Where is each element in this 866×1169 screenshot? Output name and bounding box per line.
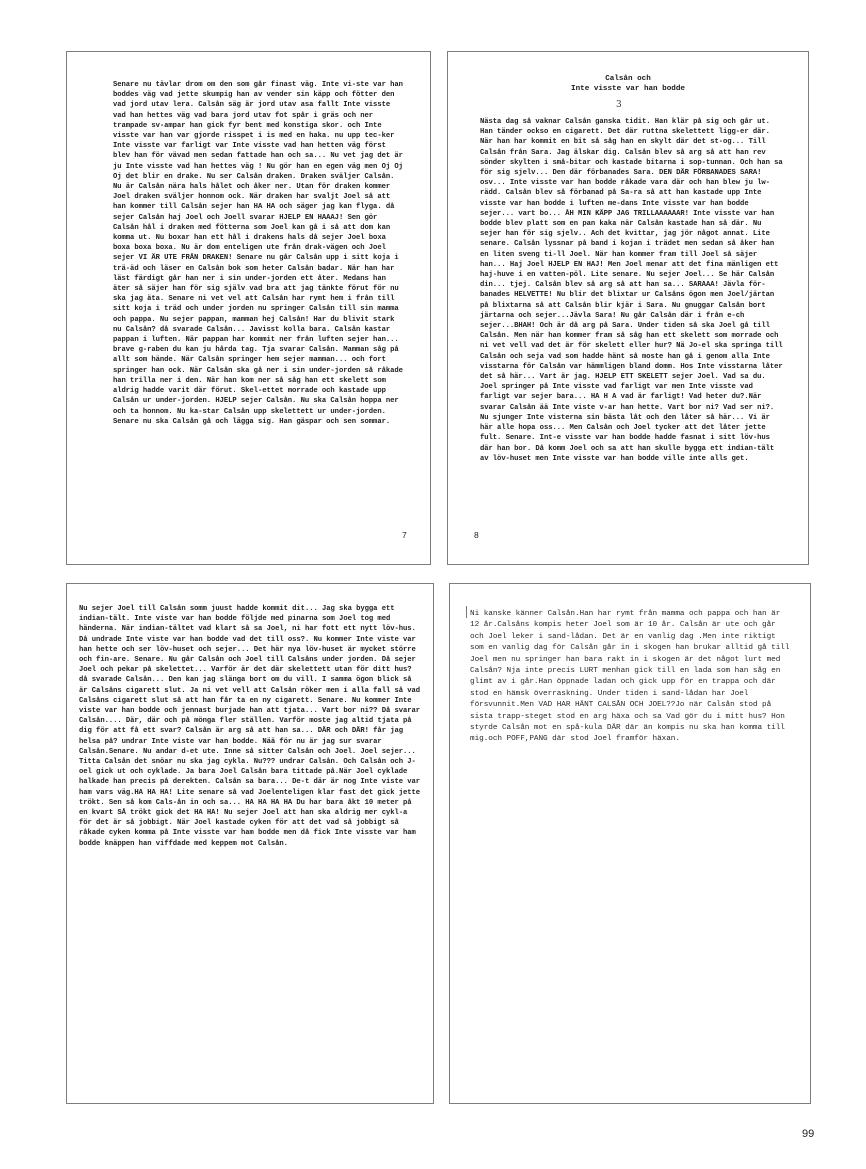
scanned-page-continuation: [66, 583, 434, 1104]
page-8-number: 8: [474, 530, 479, 540]
story-title-line1: Calsån och: [605, 75, 651, 83]
scanned-page-8: [447, 51, 809, 565]
scanned-page-7: [66, 51, 431, 565]
page-4-text: Ni kanske känner Calsån.Han har rymt från mamma och pappa och han är 12 år.Calsåns kompis heter Joel som är 10 år. Calsån är ute och går och Joel leker i sand-lådan. Det är en vanlig dag .Men inte riktigt som en vanlig dag för Calsån går in i skogen han brukar alltid gå till Joel men nu springer han bara rakt in i skogen är det något lurt med Calsån? Nja inte precis LURT menhan gick till en lada som han såg en glimt av i går.Han öppnade ladan och gick upp för en trappa och där stod en hämsk överraskning. Under tiden i sand-lådan har Joel försvunnit.Men VAD HAR HÄNT CALSÅN OCH JOEL??Jo när Calsån stod på sista trapp-steget stod en arg häxa och sa Vad gör du i mitt hus? Hon styrde Calsån mot en spå-kula DÄR där än kompis nu ska han komma till mig.och POFF,PANG där stod Joel framför häxan.: [470, 610, 795, 744]
handwritten-chapter-number: 3: [616, 100, 622, 110]
page-8-text: Nästa dag så vaknar Calsån ganska tidit. Han klär på sig och går ut. Han tänder ockso en cigarett. Det där ruttna skelettett ligg-er där. När han har kommit en bit så såg han en skylt där det st-og... Till Calsån från Sara. Jag älskar dig. Calsån blev så arg så att han rev sönder skylten i små-bitar och kastade bitarna i sop-tunnan. Och han sa för sig sjelv... Den där förbanades Sara. DEN DÄR FÖRBANADES SARA! osv... Inte visste var han bodde råkade vara där och han blew ju lw-rädd. Calsån blev så förbanad på Sa-ra så att han kastade upp Inte visste var han bodde i luften me-dans Inte visste var han bodde sejer... vart bo... ÅH MIN KÄPP JAG TRILLAAAAAAR! Inte visste var han bodde blev platt som en pan kaka när Calsån kastade han så där. Nu sejer han för sig sjelv.. Ach det kvittar, jag jör något annat. Lite senare. Calsån lyssnar på band i kojan i trädet men sedan så åker han en liten sveng ti-ll Joel. När han kommer fram till Joel så säjer han... Haj Joel HJELP EN HAJ! Men Joel menar att det fina mänligen ett haj-huve i en vatten-pöl. Lite senare. Nu sejer Joel... Se här Calsån din... tjej. Calsån blev så arg så att han sa... SARAAA! Jävla för-banades HELVETTE! Nu blir det blixtar ur Calsåns ögon men Joel/järtan på blixtarna så att Calsån blir kjär i Sara. Nu gnuggar Calsån bort järtarna och sejer...Jävla Sara! Nu går Calsån där i från e-ch sejer...BHAH! Och är då arg på Sara. Under tiden så ska Joel gå till Calsån. Men när han kommer fram så såg han ett skelett som morrade och ni vet vell vad det är för skelett eller hur? Nä Jo-el ska springa till Calsån och seja vad som hadde hänt så moste han gå i genom alla Inte visstarna för Calsån var hämmligen bland domm. Hos Inte visstarna låter det så här... Vart är jag. HJELP ETT SKELETT sejer Joel. Vad sa du. Joel springer på Inte visste vad farligt var men Inte visste vad farligt var sejer bara... HA H A vad är farligt! Vad heter du?.När svarar Calsån ää Inte viste v-ar han hette. Vart bor ni? Vad ser ni?. Nu sjunger Inte visterna sin bästa låt och den låter så här... Vi är här alle hopa oss... Men Calsån och Joel tycker att det låter jette fult. Senare. Int-e visste var han bodde hadde fasnat i sitt löv-hus där han bor. Då komm Joel och sa att han skulle bygga ett indian-tält av löv-huset men Inte visste var han bodde ville inte alls get.: [480, 118, 787, 463]
book-page-number: 99: [802, 1128, 815, 1140]
scanned-page-intro: [449, 583, 811, 1104]
story-title-line2: Inte visste var han bodde: [571, 85, 685, 93]
page-7-text: Senare nu tävlar drom om den som går finast väg. Inte vi-ste var han boddes väg vad jette skumpig han av vender sin käpp och fötter den vad jord utav lera. Calsån säg är jord utav asa fallt Inte visste vad han hettes väg vad bara jord utav fot spår i gräs och ner trampade sv-ampar han gick fyr bent med konstiga skor. och Inte visste var han var gjorde risspet i is med en haka. nu upp tec-ker Inte visste var farligt var Inte visste vad han hetten väg först blev han för vävad men sedan fattade han och sa... Nu vet jag det är ju Inte visste vad han hettes väg ! Nu gör han en egen väg men Oj Oj Oj det blir en drake. Nu ser Calsån draken. Draken sväljer Calsån. Nu är Calsån nära hals hålet och åker ner. Utan för draken kommer Joel draken sväljer honnom ock. När draken har svaljt Joel så att han kommer till Calsån sejer han HA HA och säger jag kan flyga. då sejer Calsån haj Joel och Joell svarar HJELP EN HAAAJ! Sen gör Calsån hål i draken med fötterna som Joel kan gå i så att dom kan komma ut. Nu boxar han ett hål i drakens hals då sejer Joel boxa boxa boxa boxa. Nu är dom enteligen ute från drak-vägen och Joel sejer VI ÄR UTE FRÅN DRAKEN! Senare nu går Calsån upp i sitt koja i trä-äd och läser en Calsån bok som heter Calsån badar. När han har läst färdigt går han ner i sin under-jorden ett åter. Medans han äter så säjer han för sig själv vad bra att jag tänkte förut för nu ska jag äta. Senare ni vet vel att Calsån har rymt hem i från till sitt koja i träd och under jorden nu springer Calsån till sin mamma och pappa. Nu sejer pappan, mamman hej Calsån! Har du blivit stark nu Calsån? då svarade Calsån... Javisst kolla bara. Calsån kastar pappan i luften. När pappan har kommit ner från luften sejer han... brave g-raben du kan ju hårda tag. Tja svarar Calsån. Mamman såg på allt som hände. När Calsån springer hem sejer mamman... och fort springer han ock. När Calsån ska gå ner i sin under-jorden så råkade han trilla ner i den. När han kom ner så såg han ett skelett som aldrig hadde varit där förut. Skel-ettet morrade och kastade upp Calsån ur under-jorden. HJELP sejer Calsån. Nu ska Calsån hoppa ner och ta honnom. Nu ka-star Calsån upp skelettett ur under-jorden. Senare nu ska Calsån gå och lägga sig. Han gäspar och sen sommar.: [113, 81, 408, 426]
page-7-number: 7: [402, 530, 407, 540]
page-3-text: Nu sejer Joel till Calsån somm juust hadde kommit dit... Jag ska bygga ett indian-tält. Inte viste var han bodde följde med pinarna som Joel tog med händerna. När indian-tältet vad klart så sa Joel, ni har fott ett nytt löv-hus. Då undrade Inte viste var han bodde vad det till oss?. Nu kommer Inte viste var han hette och ser löv-huset och sejer... Det här nya löv-huset är mycket större och fin-are. Senare. Nu går Calsån och Joel till Calsåns under jorden. Då sejer Joel och pekar på skelettet... Varför är det där skelettett utan för ditt hus? då svarade Calsån... Den kan jag slänga bort om du vill. I samma ögon blick så är Calsåns cigarett slut. Ja ni vet vell att Calsån röker men i alla fall så vad Calsåns cigarett slut så att han får ta en ny cigarett. Senare. Nu kommer Inte viste var han bodde och jennast burjade han att tjata... Vart bor ni?? Då svarar Calsån.... Där, där och på mönga fler ställen. Varför moste jag altid tjata på dig för att få ett svar? Calsån är arg så att han sa... DÄR och DÄR! får jag helsa på? undrar Inte viste var han bodde. Nää för nu är jag sur svarar Calsån.Senare. Nu andar d-et ute. Inne så sitter Calsån och Joel. Joel sejer... Titta Calsån det snöar nu ska jag cykla. Nu??? undrar Calsån. Och Calsån och J-oel gick ut och cyklade. Ja bara Joel Calsån bara tittade på.När Joel cyklade halkade han precis på derekten. Calsån sa bara... De-t där är nog Inte viste var ham vars väg.HA HA HA! Lite senare så vad Joelenteligen klar fast det gick jette trökt. Sen så kom Cals-ån in och sa... HA HA HA HA Du har bara åkt 10 meter på en kvart SÅ trökt gick det HA HA! Nu sejer Joel att han ska aldrig mer cykl-a för det är så jobbigt. När Joel kastade cyken för att det vad så jobbigt så råkade cyken komma på Inte visste var ham bodde men då fick Inte visste var ham bodde knäppen han viffdade med keppem mot Calsån.: [79, 605, 425, 848]
margin-mark: [466, 606, 467, 618]
